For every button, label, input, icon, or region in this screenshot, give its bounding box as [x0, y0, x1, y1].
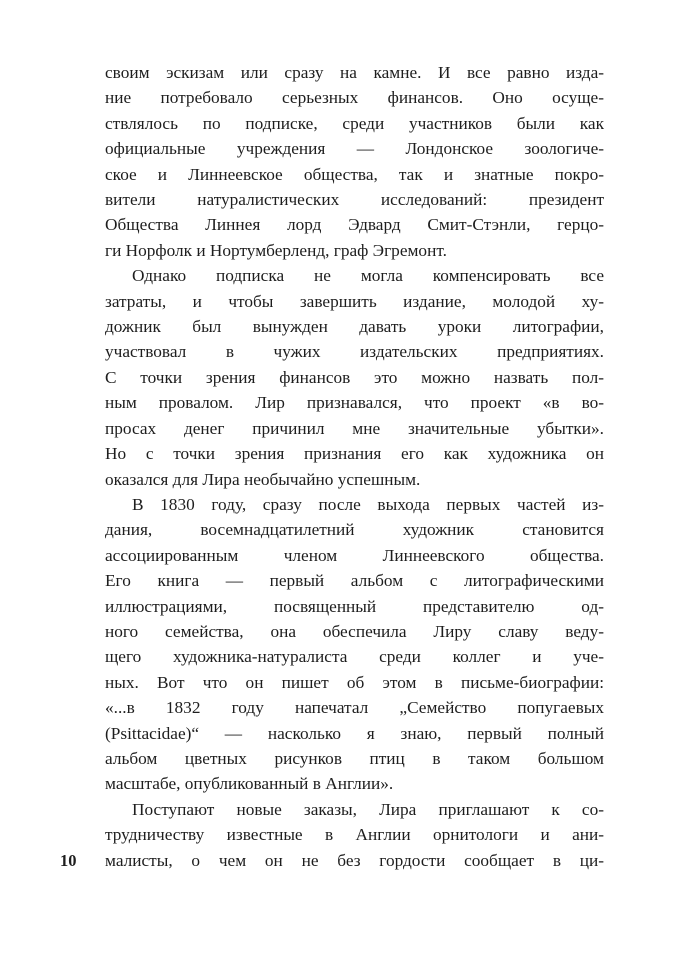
text-line: оказался для Лира необычайно успешным. — [105, 469, 421, 489]
text-line: ги Норфолк и Нортумберленд, граф Эгремонт. — [105, 240, 447, 260]
text-line: ассоциированным членом Линнеевского общества. — [105, 545, 604, 565]
text-line: масштабе, опубликованный в Англии». — [105, 774, 394, 794]
page-number: 10 — [60, 851, 77, 870]
text-line: щего художника-натуралиста среди коллег и уче- — [105, 647, 604, 667]
text-line: Но с точки зрения признания его как художника он — [105, 444, 604, 464]
text-line: вители натуралистических исследований: президент — [105, 190, 604, 210]
text-line: (Psittacidae)“ — насколько я знаю, первый полный — [105, 723, 604, 743]
text-line: С точки зрения финансов это можно назвать пол- — [105, 367, 604, 387]
text-line: альбом цветных рисунков птиц в таком большом — [105, 748, 604, 768]
text-line: ных. Вот что он пишет об этом в письме-биографии: — [105, 672, 604, 692]
text-line: ствлялось по подписке, среди участников были как — [105, 113, 604, 133]
text-line: трудничеству известные в Англии орнитологи и ани- — [105, 825, 604, 845]
text-line: ного семейства, она обеспечила Лиру славу веду- — [105, 621, 604, 641]
text-line: Его книга — первый альбом с литографическими — [105, 571, 604, 591]
text-line: малисты, о чем он не без гордости сообщает в ци- — [105, 850, 604, 870]
text-line: В 1830 году, сразу после выхода первых частей из- — [132, 494, 604, 514]
page-text — [105, 60, 604, 873]
text-line: дания, восемнадцатилетний художник становится — [105, 520, 604, 540]
text-line: просах денег причинил мне значительные убытки». — [105, 418, 604, 438]
text-line: иллюстрациями, посвященный представителю од- — [105, 596, 604, 616]
text-line: Общества Линнея лорд Эдвард Смит-Стэнли, герцо- — [105, 215, 604, 235]
text-line: Поступают новые заказы, Лира приглашают к со- — [132, 799, 604, 819]
text-line: ние потребовало серьезных финансов. Оно осуще- — [105, 88, 604, 108]
text-line: затраты, и чтобы завершить издание, молодой ху- — [105, 291, 604, 311]
text-line: участвовал в чужих издательских предприятиях. — [105, 342, 604, 362]
text-line: своим эскизам или сразу на камне. И все равно изда- — [105, 63, 604, 82]
text-line: ское и Линнеевское общества, так и знатные покро- — [105, 164, 604, 184]
text-line: ным провалом. Лир признавался, что проект «в во- — [105, 393, 604, 413]
text-line: Однако подписка не могла компенсировать все — [132, 266, 604, 286]
text-line: «...в 1832 году напечатал „Семейство попугаевых — [105, 698, 604, 718]
text-line: дожник был вынужден давать уроки литографии, — [105, 317, 604, 337]
text-line: официальные учреждения — Лондонское зоологиче- — [105, 139, 604, 159]
